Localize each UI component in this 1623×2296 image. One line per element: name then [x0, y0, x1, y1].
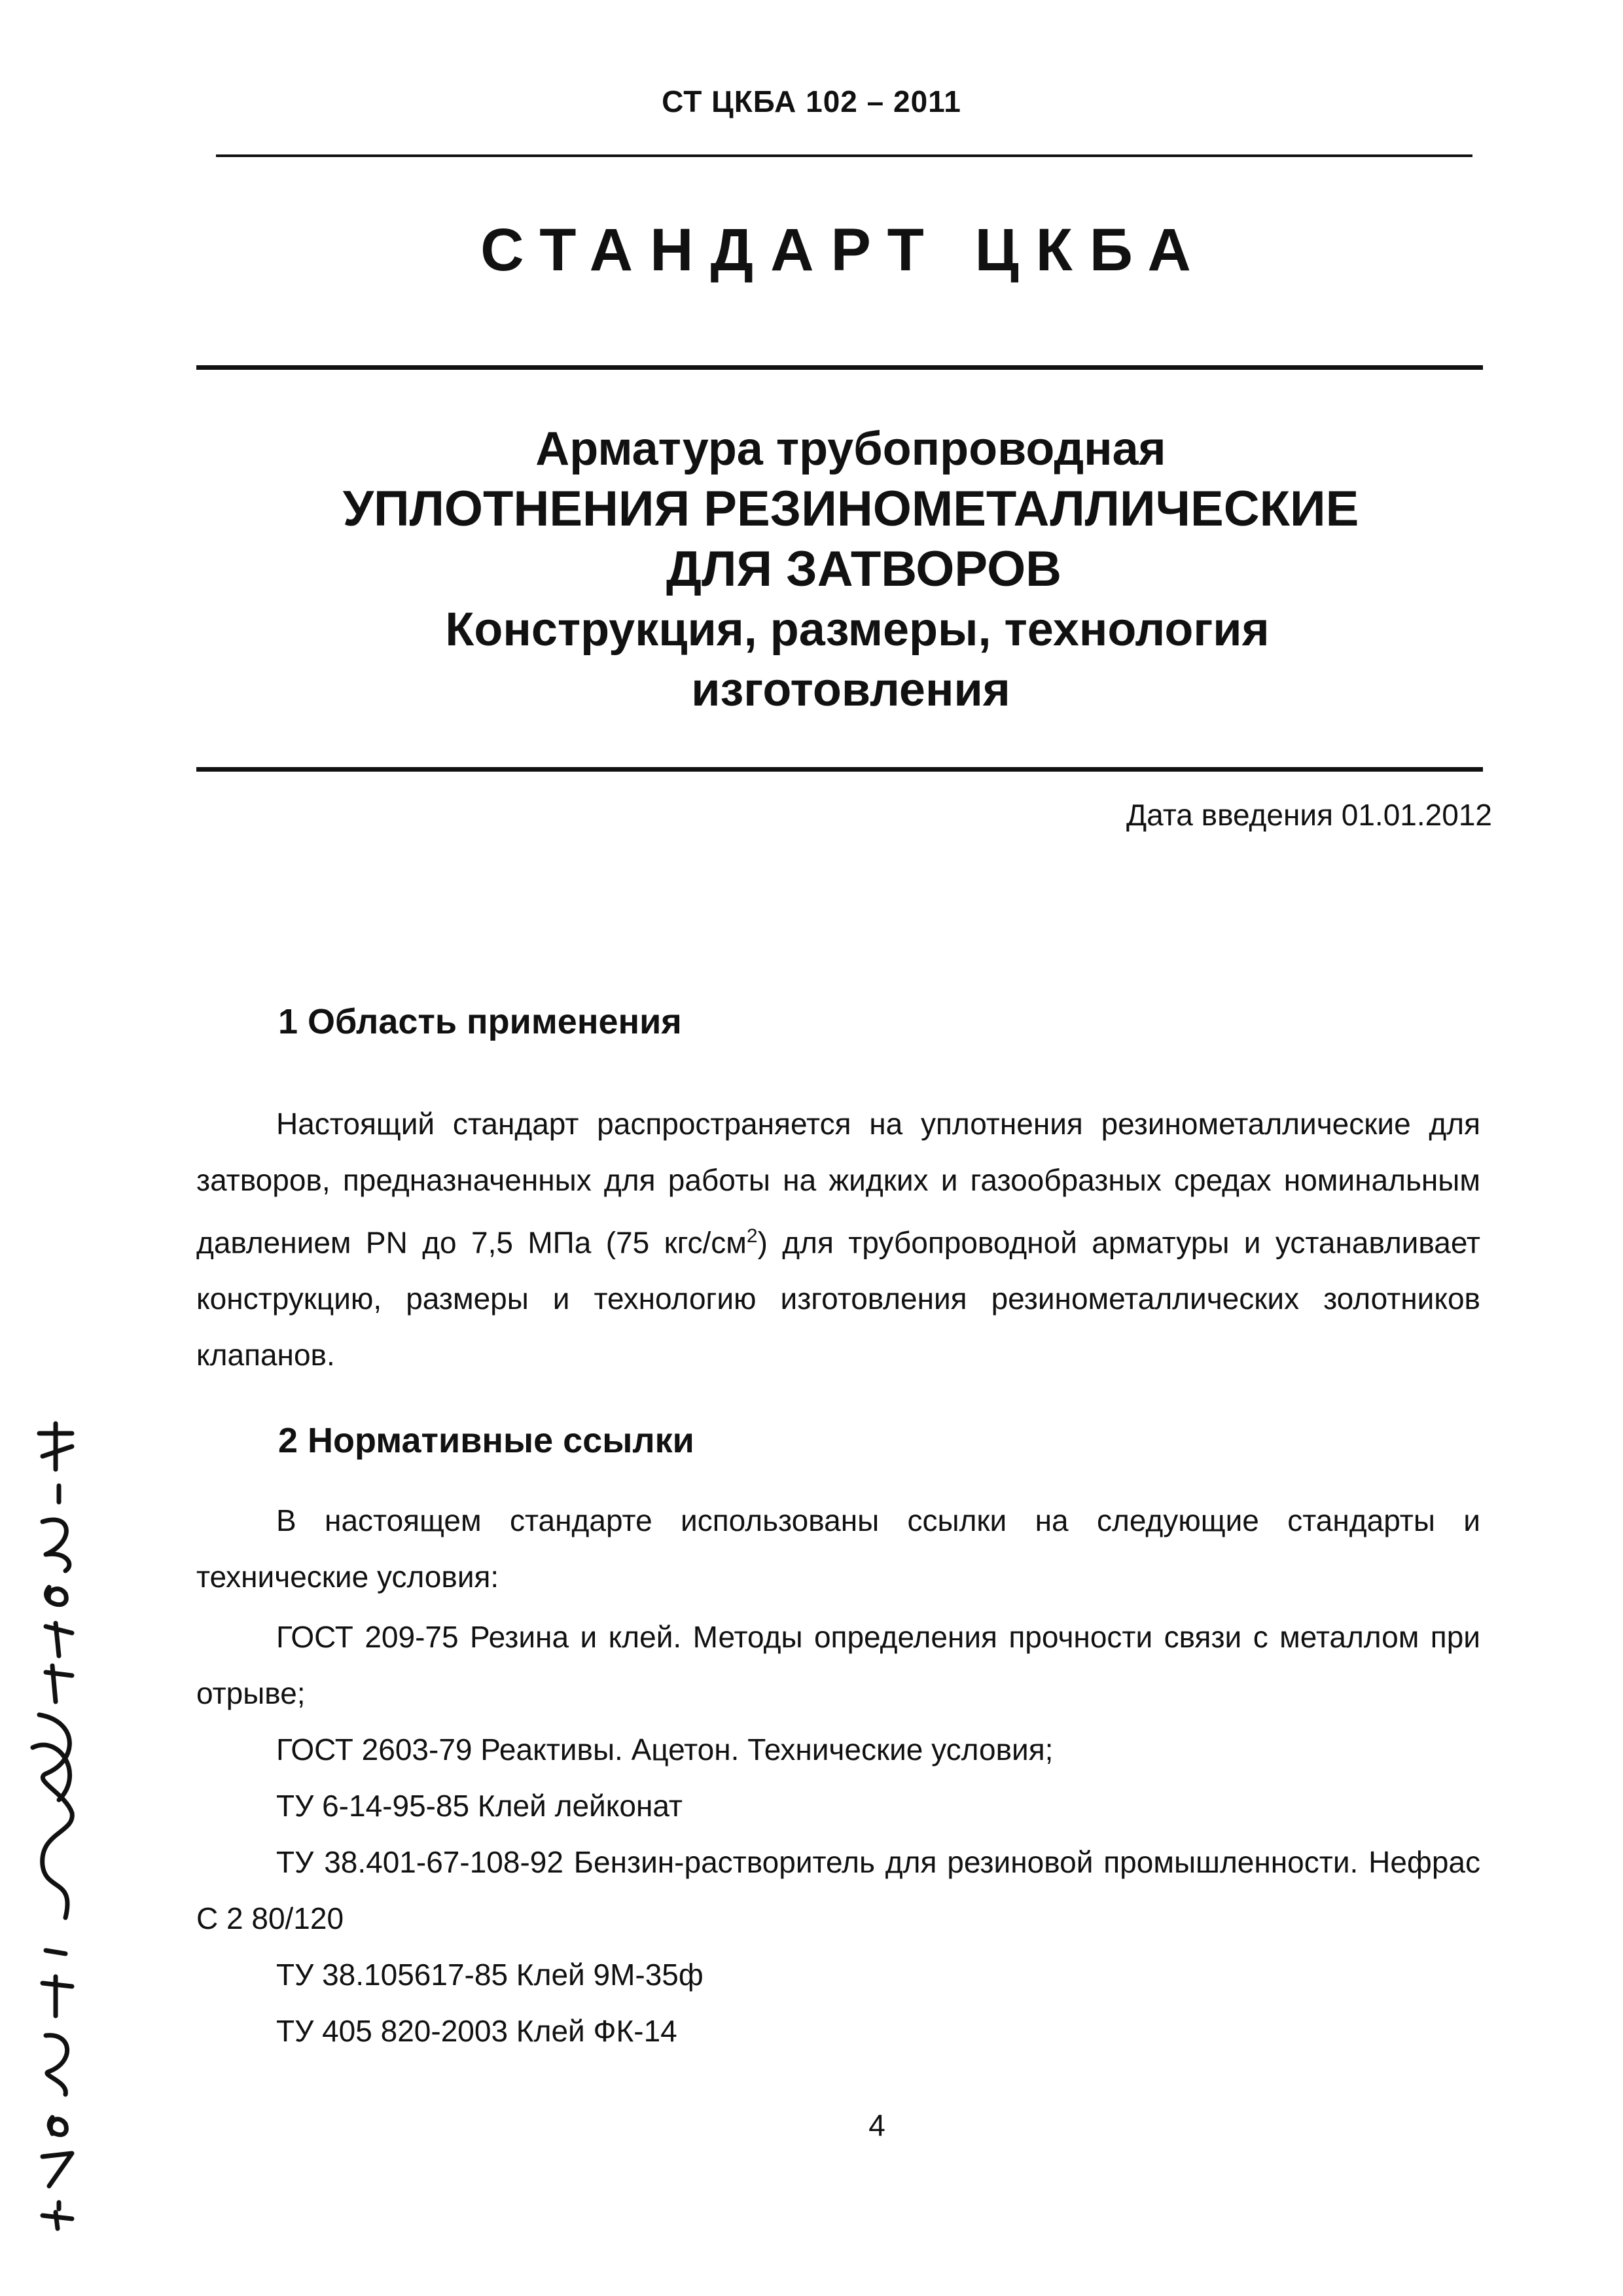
title-line-3: ДЛЯ ЗАТВОРОВ	[666, 541, 1062, 597]
reference-item: ТУ 6-14-95-85 Клей лейконат	[276, 1789, 683, 1823]
title-line-4: Конструкция, размеры, технология	[445, 603, 1270, 656]
reference-item: ТУ 405 820-2003 Клей ФК-14	[276, 2014, 677, 2048]
section-1-text: Настоящий стандарт распространяется на уплотнения резинометаллические для затворов, предназначенных для работы на жидких и газообразных средах номинальным давлением PN до 7,5 МПа (75 кгс/см	[196, 1107, 1480, 1260]
section-2-heading: 2 Нормативные ссылки	[278, 1421, 694, 1460]
page-number: 4	[868, 2108, 885, 2142]
introduction-date: Дата введения 01.01.2012	[1126, 798, 1492, 832]
reference-item: ТУ 38.105617-85 Клей 9М-35ф	[276, 1958, 704, 1992]
title-top-rule	[196, 365, 1483, 370]
reference-item: ГОСТ 209-75 Резина и клей. Методы определения прочности связи с металлом при отрыве;	[196, 1620, 1480, 1710]
title-bottom-rule	[196, 767, 1483, 772]
document-code: СТ ЦКБА 102 – 2011	[662, 84, 961, 118]
standard-title: СТАНДАРТ ЦКБА	[480, 217, 1208, 283]
section-1-heading: 1 Область применения	[278, 1002, 682, 1041]
superscript: 2	[746, 1225, 758, 1247]
section-1-paragraph	[196, 1096, 1480, 1383]
reference-item: ГОСТ 2603-79 Реактивы. Ацетон. Технические условия;	[276, 1732, 1054, 1767]
title-line-1: Арматура трубопроводная	[535, 423, 1166, 475]
section-2-intro: В настоящем стандарте использованы ссылки на следующие стандарты и технические условия:	[196, 1503, 1480, 1594]
title-line-2: УПЛОТНЕНИЯ РЕЗИНОМЕТАЛЛИЧЕСКИЕ	[342, 481, 1359, 537]
document-title	[196, 419, 1505, 720]
reference-item: ТУ 38.401-67-108-92 Бензин-растворитель для резиновой промышленности. Нефрас С 2 80/120	[196, 1845, 1480, 1935]
header-rule	[216, 154, 1472, 157]
section-1-text-end: ) для трубопроводной арматуры и устанавливает конструкцию, размеры и технологию изготовления резинометаллических золотников клапанов.	[196, 1225, 1480, 1372]
handwritten-signature	[20, 1407, 92, 2232]
title-line-5: изготовления	[691, 664, 1010, 716]
